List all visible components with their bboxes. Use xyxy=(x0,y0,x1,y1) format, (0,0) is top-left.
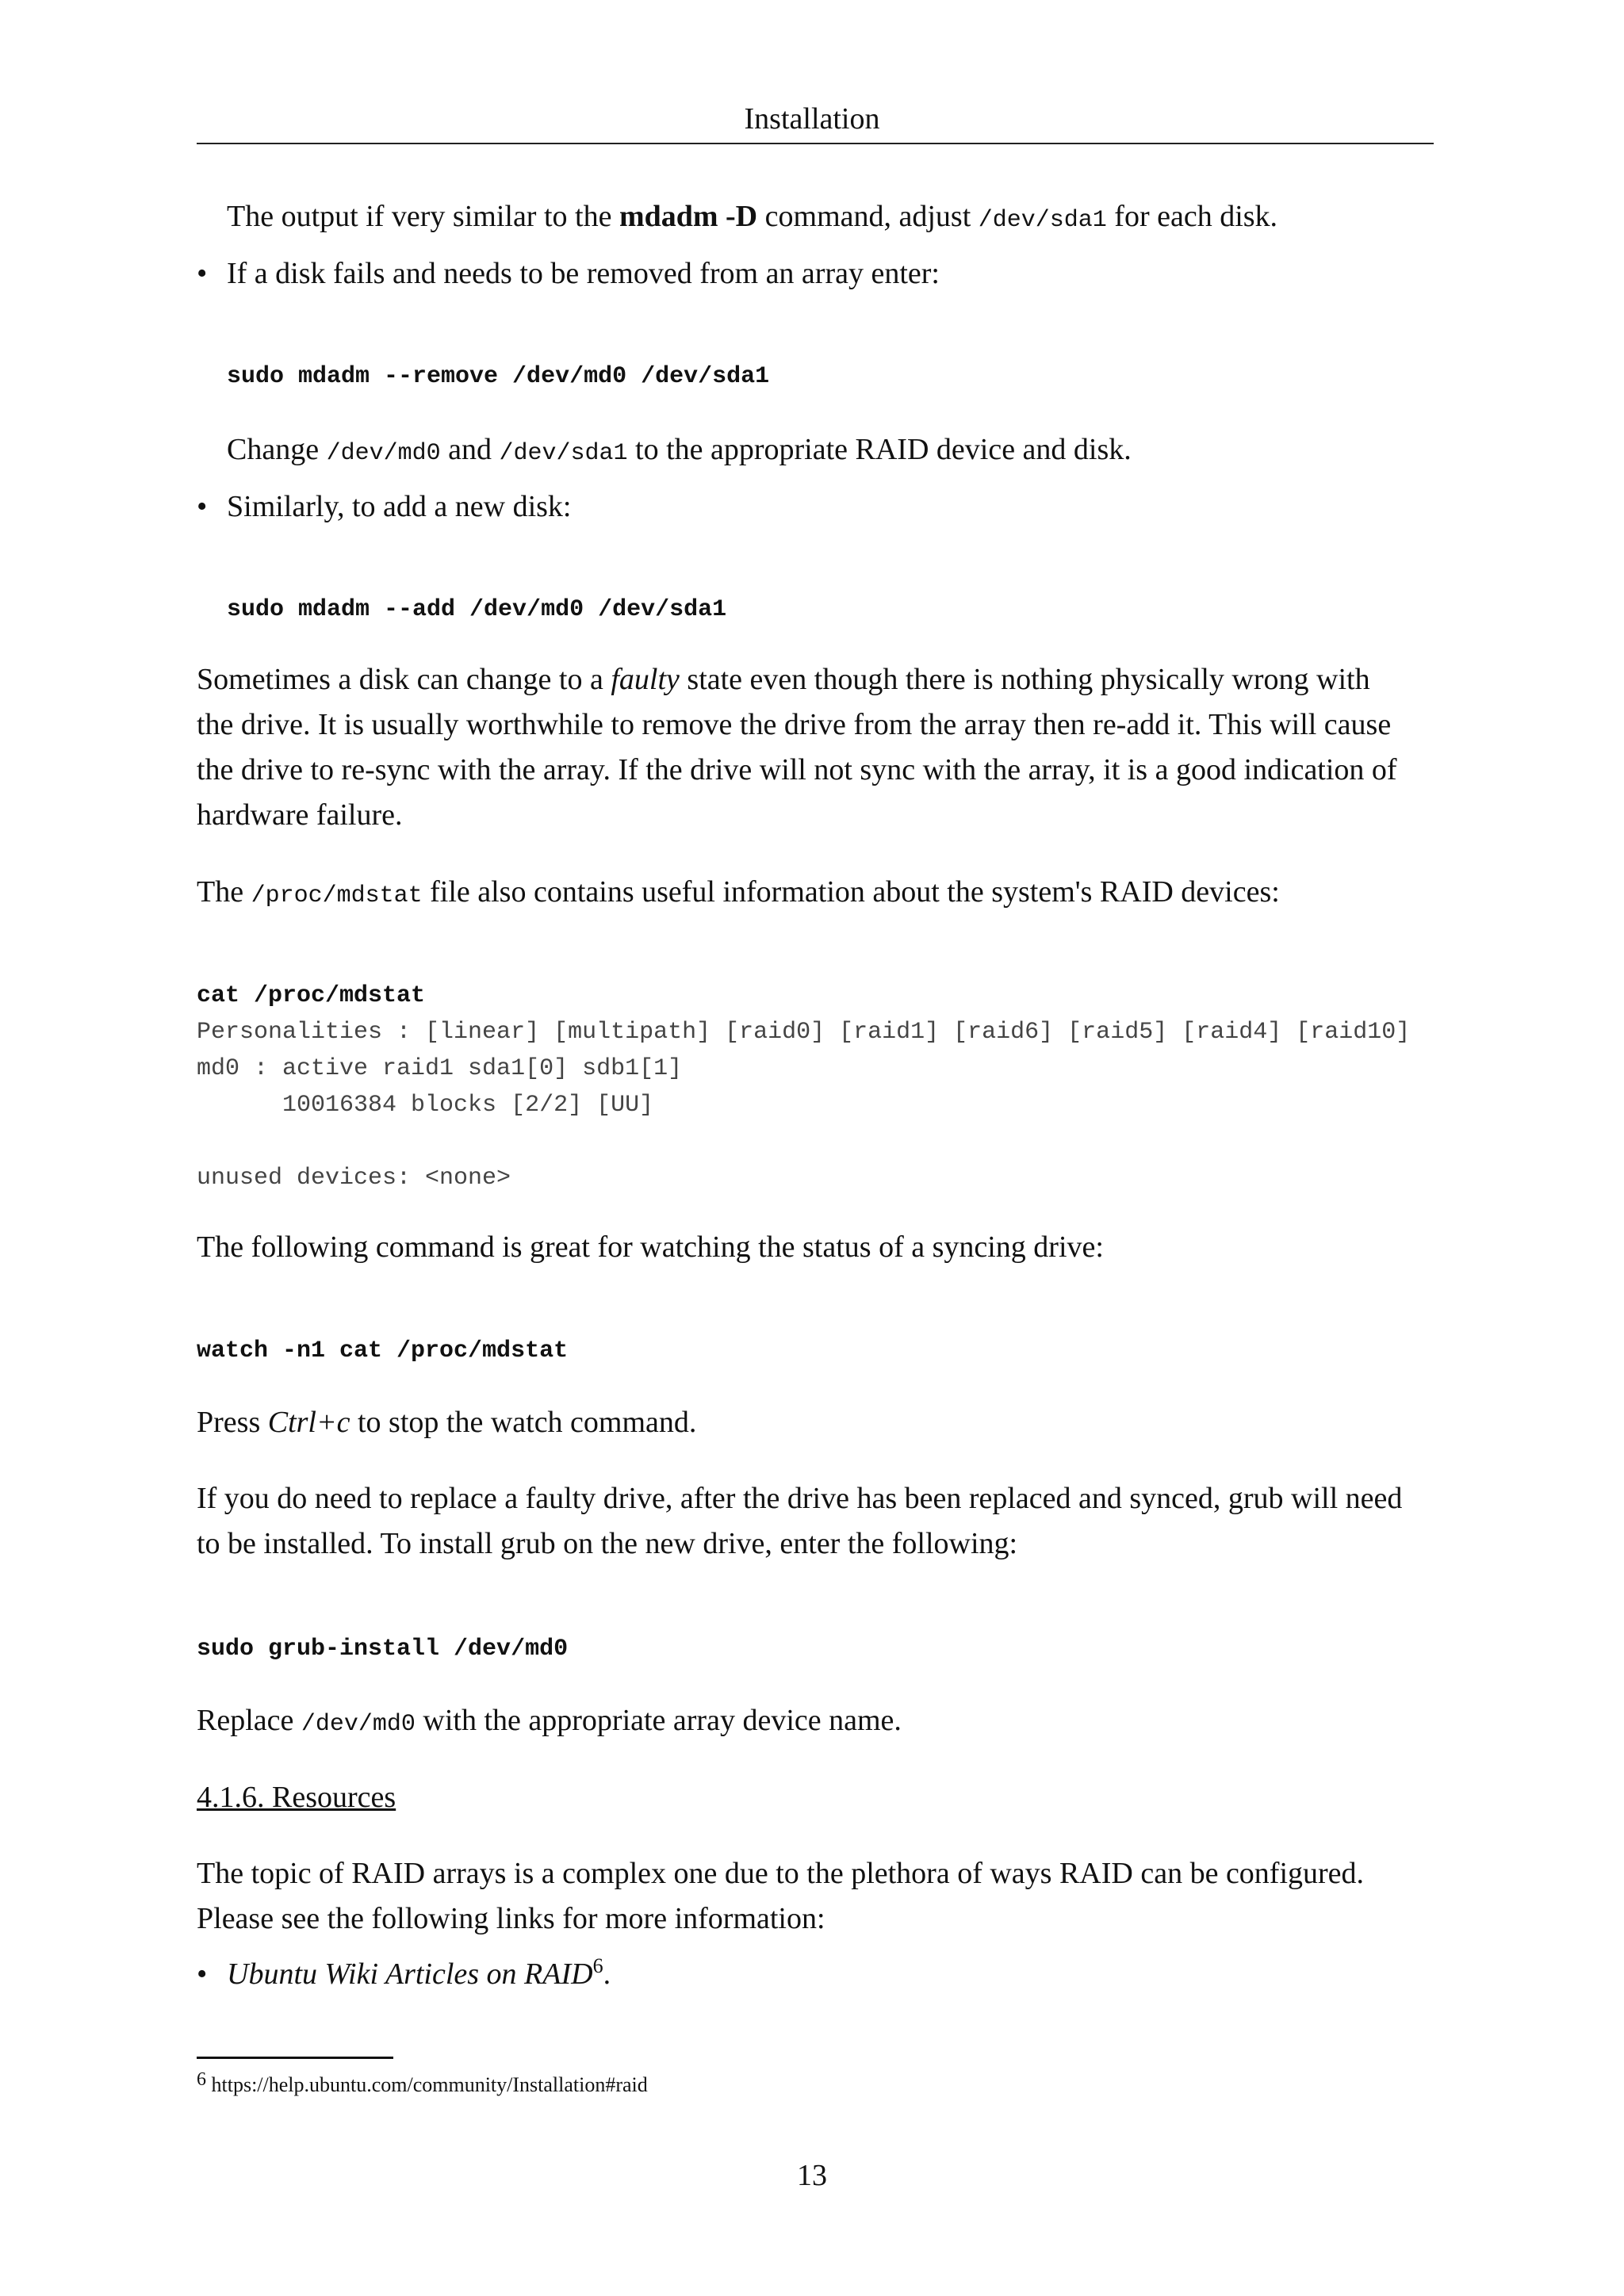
footnote xyxy=(197,2071,648,2099)
code-output-line: unused devices: <none> xyxy=(197,1165,511,1192)
bullet-marker: • xyxy=(197,257,208,290)
paragraph-raid-topic: The topic of RAID arrays is a complex one due to the plethora of ways RAID can be configured. Please see the following links for more information: xyxy=(197,1857,1365,1935)
list-item-remove-disk: If a disk fails and needs to be removed from an array enter: xyxy=(227,257,940,290)
list-item-wiki-link: Ubuntu Wiki Articles on RAID$^6$. xyxy=(227,1954,611,1991)
section-heading-resources[interactable]: 4.1.6. Resources xyxy=(197,1781,396,1814)
code-watch-command: watch -n1 cat /proc/mdstat xyxy=(197,1337,569,1364)
paragraph-stop-watch: Press Ctrl+c to stop the watch command. xyxy=(197,1406,697,1439)
emphasis-faulty: faulty xyxy=(611,663,680,696)
inline-path: /dev/md0 xyxy=(301,1711,416,1738)
code-remove-command: sudo mdadm --remove /dev/md0 /dev/sda1 xyxy=(227,363,770,390)
inline-path: /dev/sda1 xyxy=(978,207,1107,234)
paragraph-replace-device: Replace /dev/md0 with the appropriate array device name. xyxy=(197,1704,902,1738)
inline-path: /proc/mdstat xyxy=(251,882,423,909)
paragraph-grub: If you do need to replace a faulty drive, after the drive has been replaced and synced, grub will need to be installed. To install grub on the new drive, enter the following: xyxy=(197,1482,1403,1560)
bullet-marker: • xyxy=(197,1957,208,1991)
inline-command: mdadm -D xyxy=(619,200,758,233)
paragraph-change-device: Change /dev/md0 and /dev/sda1 to the appropriate RAID device and disk. xyxy=(227,433,1132,467)
page-number: 13 xyxy=(797,2159,827,2192)
code-add-command: sudo mdadm --add /dev/md0 /dev/sda1 xyxy=(227,596,727,623)
footnote-reference[interactable]: 6 xyxy=(592,1954,603,1977)
wiki-link[interactable]: Ubuntu Wiki Articles on RAID xyxy=(227,1957,593,1991)
emphasis-keys: Ctrl+c xyxy=(267,1406,350,1439)
inline-path: /dev/md0 xyxy=(326,440,441,467)
running-header: Installation xyxy=(744,102,880,136)
footnote-rule xyxy=(197,2057,393,2059)
footnote-url[interactable]: https://help.ubuntu.com/community/Installation#raid xyxy=(211,2073,648,2096)
paragraph-proc-mdstat: The /proc/mdstat file also contains useful information about the system's RAID devices: xyxy=(197,875,1280,909)
header-rule xyxy=(197,143,1434,144)
paragraph-watch-intro: The following command is great for watching the status of a syncing drive: xyxy=(197,1230,1104,1264)
paragraph-mdadm-output: The output if very similar to the mdadm -D command, adjust /dev/sda1 for each disk. xyxy=(227,200,1278,234)
code-command: cat /proc/mdstat xyxy=(197,982,426,1009)
code-output-line xyxy=(197,1123,1434,1160)
code-grub-command: sudo grub-install /dev/md0 xyxy=(197,1636,569,1663)
inline-path: /dev/sda1 xyxy=(499,440,628,467)
paragraph-faulty-state: Sometimes a disk can change to a faulty state even though there is nothing physically wrong with the drive. It is usually worthwhile to remove the drive from the array then re-add it. This will cause the drive to re-sync with the array. If the drive will not sync with the array, it is a good indication of hardware failure. xyxy=(197,663,1397,832)
list-item-add-disk: Similarly, to add a new disk: xyxy=(227,490,572,523)
code-output-line: md0 : active raid1 sda1[0] sdb1[1] xyxy=(197,1055,683,1082)
footnote-number: 6 xyxy=(197,2069,206,2090)
code-block-mdstat xyxy=(197,978,1434,1196)
code-output-line: Personalities : [linear] [multipath] [raid0] [raid1] [raid6] [raid5] [raid4] [raid10] xyxy=(197,1019,1411,1046)
bullet-marker: • xyxy=(197,490,208,523)
code-output-line: 10016384 blocks [2/2] [UU] xyxy=(197,1092,654,1119)
